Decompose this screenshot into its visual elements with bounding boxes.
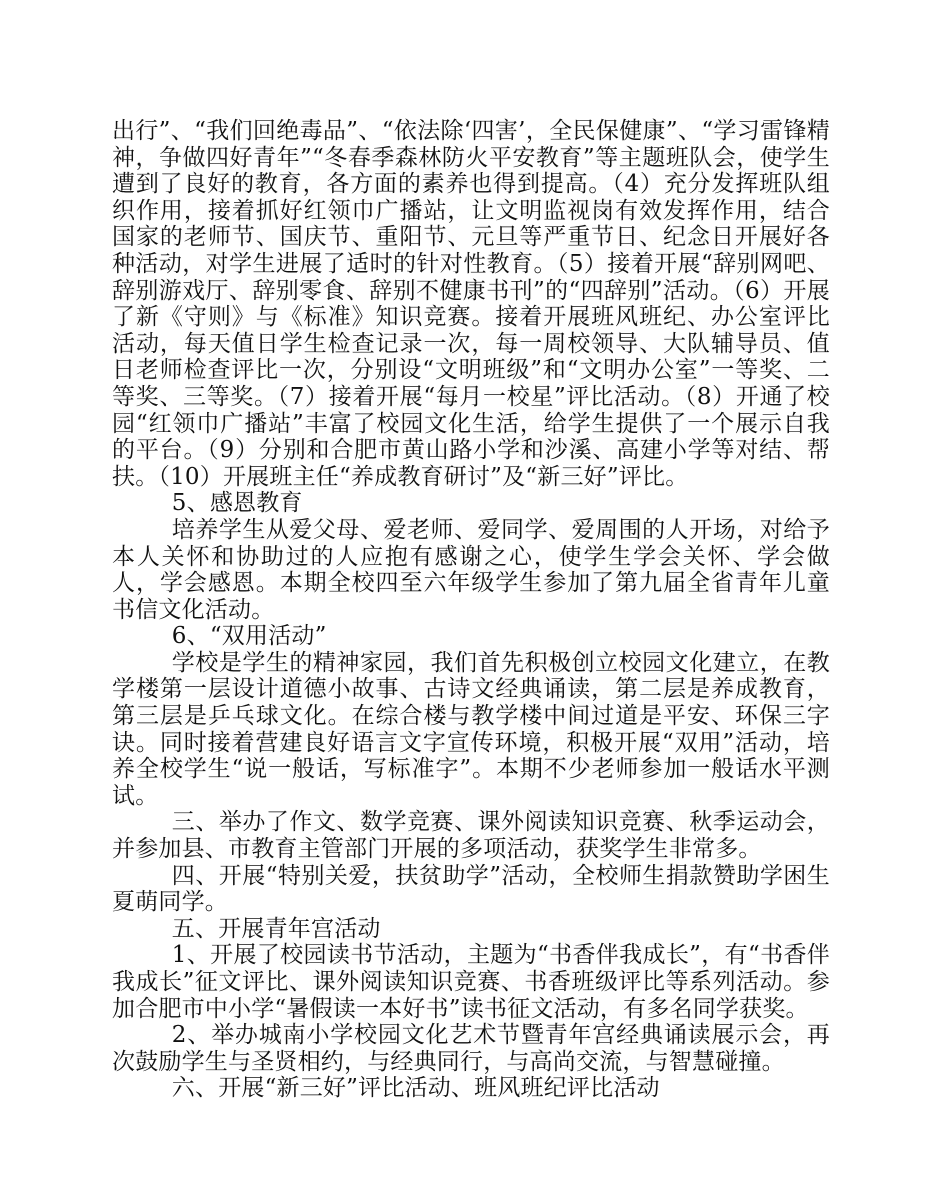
body-paragraph: 1、开展了校园读书节活动，主题为“书香伴我成长”，有“书香伴我成长”征文评比、课外阅读知识竞赛、书香班级评比等系列活动。参加合肥市中小学“暑假读一本好书”读书征文活动，有多名同学获奖。 [112,942,830,1022]
document-page [112,118,830,1102]
body-paragraph: 四、开展“特别关爱，扶贫助学”活动，全校师生捐款赞助学困生夏萌同学。 [112,862,830,916]
section-heading: 5、感恩教育 [171,490,303,517]
body-paragraph: 学校是学生的精神家园，我们首先积极创立校园文化建立，在教学楼第一层设计道德小故事、古诗文经典诵读，第二层是养成教育，第三层是乒乓球文化。在综合楼与教学楼中间过道是平安、环保三字诀。同时接着营建良好语言文字宣传环境，积极开展“双用”活动，培养全校学生“说一般话，写标准字”。本期不少老师参加一般话水平测试。 [112,649,830,809]
section-heading: 6、“双用活动” [171,623,327,650]
body-paragraph: 出行”、“我们回绝毒品”、“依法除‘四害’，全民保健康”、“学习雷锋精神，争做四好青年”“冬春季森林防火平安教育”等主题班队会，使学生遭到了良好的教育，各方面的素养也得到提高。（4）充分发挥班队组织作用，接着抓好红领巾广播站，让文明监视岗有效发挥作用，结合国家的老师节、国庆节、重阳节、元旦等严重节日、纪念日开展好各种活动，对学生进展了适时的针对性教育。（5）接着开展“辞别网吧、辞别游戏厅、辞别零食、辞别不健康书刊”的“四辞别”活动。（6）开展了新《守则》与《标准》知识竞赛。接着开展班风班纪、办公室评比活动，每天值日学生检查记录一次，每一周校领导、大队辅导员、值日老师检查评比一次，分别设“文明班级”和“文明办公室”一等奖、二等奖、三等奖。（7）接着开展“每月一校星”评比活动。（8）开通了校园“红领巾广播站”丰富了校园文化生活，给学生提供了一个展示自我的平台。（9）分别和合肥市黄山路小学和沙溪、高建小学等对结、帮扶。（10）开展班主任“养成教育研讨”及“新三好”评比。 [112,118,830,490]
section-heading: 六、开展“新三好”评比活动、班风班纪评比活动 [171,1075,660,1102]
body-paragraph: 培养学生从爱父母、爱老师、爱同学、爱周围的人开场，对给予本人关怀和协助过的人应抱有感谢之心，使学生学会关怀、学会做人，学会感恩。本期全校四至六年级学生参加了第九届全省青年儿童书信文化活动。 [112,516,830,623]
body-paragraph: 2、举办城南小学校园文化艺术节暨青年宫经典诵读展示会，再次鼓励学生与圣贤相约，与经典同行，与高尚交流，与智慧碰撞。 [112,1022,830,1075]
body-paragraph: 三、举办了作文、数学竞赛、课外阅读知识竞赛、秋季运动会，并参加县、市教育主管部门开展的多项活动，获奖学生非常多。 [112,809,830,863]
section-heading: 五、开展青年宫活动 [171,915,381,942]
